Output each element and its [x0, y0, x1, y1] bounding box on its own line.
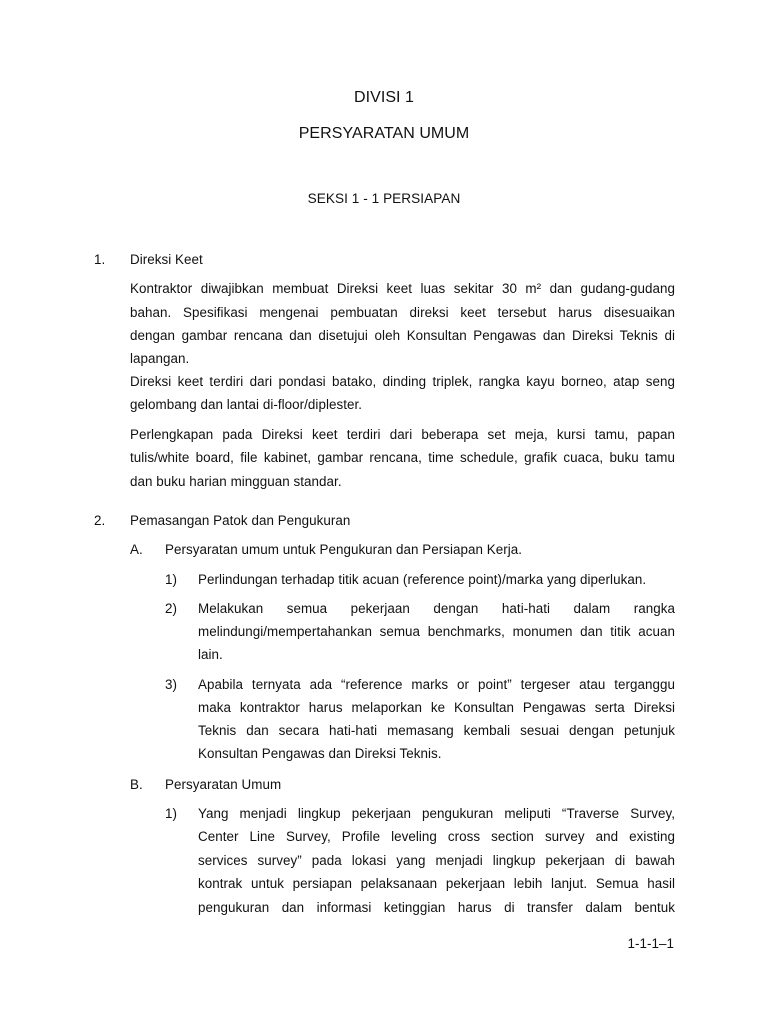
page-number: 1-1-1–1 [627, 936, 674, 951]
paragraph-line: Kontraktor diwajibkan membuat Direksi keet luas sekitar 30 m² dan gudang-gudang [130, 281, 675, 296]
paragraph-line: Perlengkapan pada Direksi keet terdiri dari beberapa set meja, kursi tamu, papan [130, 427, 675, 442]
paragraph-line: tulis/white board, file kabinet, gambar rencana, time schedule, grafik cuaca, buku tamu [130, 450, 675, 465]
point-line: services survey” pada lokasi yang menjadi lingkup pekerjaan di bawah [198, 853, 675, 868]
paragraph-line: bahan. Spesifikasi mengenai pembuatan direksi keet tersebut harus disesuaikan [130, 305, 675, 320]
point-line: pengukuran dan informasi ketinggian harus di transfer dalam bentuk [198, 900, 675, 915]
paragraph-line: Direksi keet terdiri dari pondasi batako, dinding triplek, rangka kayu borneo, atap seng [130, 374, 675, 389]
point-number: 3) [165, 677, 178, 692]
point-line: lain. [198, 647, 223, 662]
point-line: Teknis dan secara hati-hati memasang kembali sesuai dengan petunjuk [198, 723, 675, 738]
point-line: kontrak untuk persiapan pelaksanaan pekerjaan lebih lanjut. Semua hasil [198, 876, 675, 891]
division-title: DIVISI 1 [354, 89, 414, 106]
paragraph-line: dengan gambar rencana dan disetujui oleh Konsultan Pengawas dan Direksi Teknis di [130, 328, 675, 343]
point-line: Apabila ternyata ada “reference marks or point” tergeser atau terganggu [198, 677, 675, 692]
section-title: SEKSI 1 - 1 PERSIAPAN [307, 191, 461, 206]
sub-item-text: Persyaratan umum untuk Pengukuran dan Persiapan Kerja. [165, 542, 523, 557]
point-line: Konsultan Pengawas dan Direksi Teknis. [198, 746, 442, 761]
item-number: 1. [94, 252, 106, 267]
point-line: melindungi/mempertahankan semua benchmarks, monumen dan titik acuan [198, 624, 675, 639]
division-name: PERSYARATAN UMUM [298, 125, 470, 142]
item-number: 2. [94, 513, 106, 528]
point-line: maka kontraktor harus melaporkan ke Konsultan Pengawas serta Direksi [198, 700, 675, 715]
point-line: Yang menjadi lingkup pekerjaan pengukuran meliputi “Traverse Survey, [198, 806, 675, 821]
item-heading: Direksi Keet [130, 252, 203, 267]
sub-item-letter: B. [130, 777, 143, 792]
item-heading: Pemasangan Patok dan Pengukuran [130, 513, 351, 528]
point-number: 1) [165, 572, 178, 587]
paragraph-line: lapangan. [130, 351, 190, 366]
point-number: 1) [165, 806, 178, 821]
sub-item-letter: A. [130, 542, 143, 557]
point-line: Perlindungan terhadap titik acuan (reference point)/marka yang diperlukan. [198, 572, 647, 587]
point-number: 2) [165, 601, 178, 616]
paragraph-line: gelombang dan lantai di-floor/diplester. [130, 397, 363, 412]
point-line: Center Line Survey, Profile leveling cross section survey and existing [198, 829, 675, 844]
point-line: Melakukan semua pekerjaan dengan hati-hati dalam rangka [198, 601, 675, 616]
paragraph-line: dan buku harian mingguan standar. [130, 474, 342, 489]
sub-item-text: Persyaratan Umum [165, 777, 282, 792]
